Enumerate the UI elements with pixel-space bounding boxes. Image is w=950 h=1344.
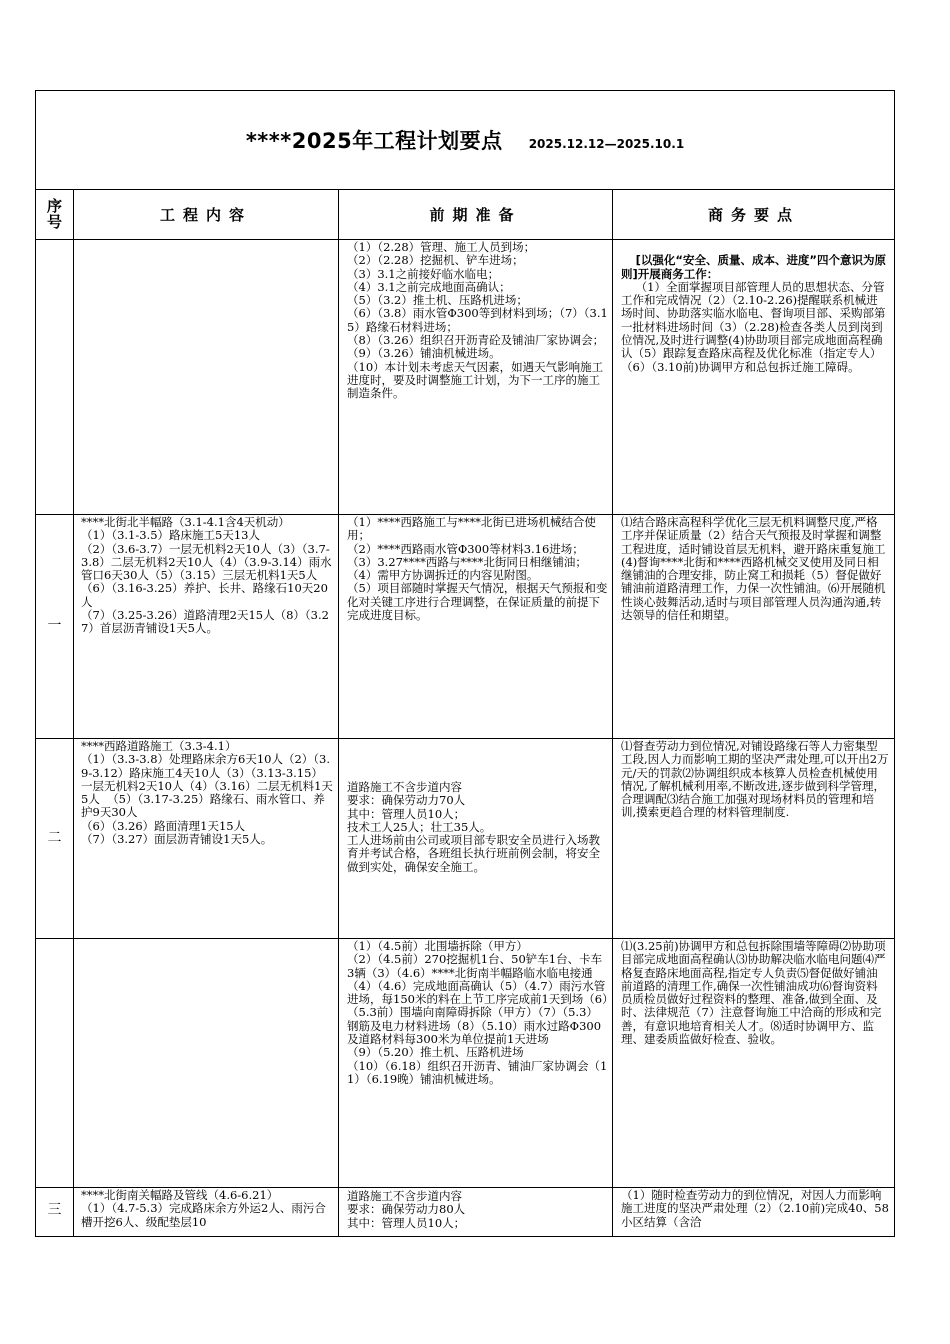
page-title: ****2025年工程计划要点 <box>245 129 503 153</box>
grid-line <box>36 738 894 739</box>
row-prep: 道路施工不含步道内容 要求：确保劳动力80人 其中：管理人员10人； <box>347 1190 466 1230</box>
row-business: ⑴(3.25前)协调甲方和总包拆除围墙等障碍⑵协助项目部完成地面高程确认⑶协助解决临水临电问题⑷严格复查路床地面高程,指定专人负责⑸督促做好铺油前道路的清理工作,确保一次性铺油成功⑹督询资料员质检员做好过程资料的整理、准备,做到全面、及时、法律规范（7）注意督询施工中洽商的形成和完善，有意识地培育相关人才。⑻适时协调甲方、监理、建委质监做好检查、验收。 <box>621 940 886 1047</box>
row-business: （1）随时检查劳动力的到位情况，对因人力而影响施工进度的坚决严肃处理（2）（2.10前)完成40、58小区结算（含洽 <box>621 1189 889 1229</box>
date-range: 2025.12.12—2025.10.1 <box>528 137 685 151</box>
grid-line <box>73 189 74 1236</box>
row-business: ⑴结合路床高程科学优化三层无机料调整尺度,严格工序并保证质量（2）结合天气预报及时掌握和调整工程进度，适时铺设首层无机料，避开路床重复施工(4)督询****北街和****西路机械交叉使用及同日相继铺油的合理安排，防止窝工和损耗（5）督促做好铺油前道路清理工作，力保一次性铺油。⑹开展随机性谈心鼓舞活动,适时与项目部管理人员沟通沟通,转达领导的信任和期望。 <box>621 516 886 623</box>
header-seq-char: 序 <box>46 197 62 215</box>
row-business <box>621 241 889 513</box>
row-prep: （1）（4.5前）北围墙拆除（甲方） （2）（4.5前）270挖掘机1台、50铲车1台、卡车3辆（3）（4.6）****北街南半幅路临水临电接通（4）（4.6）完成地面高确认（5）（4.7）雨污水管进场，每150米的料在上节工序完成前1天到场（6）（5.3前）围墙向南障碍拆除（甲方）（7）（5.3）钢筋及电力材料进场（8）（5.10）雨水过路Φ300及道路材料每300米为单位提前1天进场 （9）（5.20）推土机、压路机进场 （10）（6.18）组织召开沥青、铺油厂家协调会（11）（6.19晚）铺油机械进场。 <box>347 940 608 1086</box>
grid-line <box>338 189 339 1236</box>
row-prep: （1）（2.28）管理、施工人员到场； （2）（2.28）挖掘机、铲车进场； （3）3.1之前接好临水临电； （4）3.1之前完成地面高确认； （5）（3.2）推土机、压路机进场； （6）（3.8）雨水管Φ300等到材料到场；（7）（3.15）路缘石材料进场； （8）（3.26）组织召开沥青砼及铺油厂家协调会； （9）（3.26）铺油机械进场。 （10）本计划未考虑天气因素，如遇天气影响施工进度时，要及时调整施工计划，为下一工序的施工制造条件。 <box>347 241 608 401</box>
row-business: ⑴督查劳动力到位情况,对铺设路缘石等人力密集型工段,因人力而影响工期的坚决严肃处理,可以开出2万元/天的罚款⑵协调组织成本核算人员检查机械使用情况,了解机械利用率,不断改进,逐步做到科学管理，合理调配⑶结合施工加强对现场材料员的管理和培训,摸索更趋合理的材料管理制度. <box>621 740 889 820</box>
row-seq <box>36 938 73 1187</box>
grid-line <box>612 189 613 1236</box>
title-row <box>36 91 894 189</box>
header-seq-char: 号 <box>46 213 62 231</box>
grid-line <box>36 1187 894 1188</box>
plan-table <box>35 90 895 1237</box>
row-seq: 二 <box>47 830 62 846</box>
header-seq <box>36 190 73 238</box>
row-content <box>81 940 333 1185</box>
row-content: ****北街北半幅路（3.1-4.1含4天机动） （1）（3.1-3.5）路床施工5天13人 （2）（3.6-3.7）一层无机料2天10人（3）（3.7-3.8）二层无机料2天10人（4）（3.9-3.14）雨水管口6天30人（5）（3.15）三层无机料1天5人 （6）（3.16-3.25）养护、长井、路缘石10天20人 （7）（3.25-3.26）道路清理2天15人（8）（3.27）首层沥青铺设1天5人。 <box>81 516 332 636</box>
header-prep: 前期准备 <box>429 205 522 224</box>
row-content <box>81 243 333 511</box>
row-seq: 三 <box>47 1202 62 1218</box>
header-content: 工程内容 <box>159 205 252 224</box>
business-lead: [以强化“安全、质量、成本、进度”四个意识为原则]开展商务工作： <box>621 253 886 281</box>
row-seq <box>36 239 73 514</box>
grid-line <box>36 514 894 515</box>
row-prep: 道路施工不含步道内容 要求：确保劳动力70人 其中：管理人员10人； 技术工人25人；壮工35人。 工人进场前由公司或项目部专职安全员进行入场教育并考试合格，各班组长执行班前例会制，将安全做到实处，确保安全施工。 <box>347 781 600 874</box>
row-seq: 一 <box>47 618 62 634</box>
header-business: 商务要点 <box>707 205 800 224</box>
grid-line <box>36 239 894 240</box>
row-prep: （1）****西路施工与****北街已进场机械结合使用； （2）****西路雨水管Φ300等材料3.16进场； （3）3.27****西路与****北街同日相继铺油； （4）需甲方协调拆迁的内容见附图。 （5）项目部随时掌握天气情况，根据天气预报和变化对关键工序进行合理调整，在保证质量的前提下完成进度目标。 <box>347 516 608 623</box>
row-content: ****西路道路施工（3.3-4.1） （1）（3.3-3.8）处理路床余方6天10人（2）（3.9-3.12）路床施工4天10人（3）（3.13-3.15）一层无机料2天10人（4）（3.16）二层无机料1天5人 （5）（3.17-3.25）路缘石、雨水管口、养护9天30人 （6）（3.26）路面清理1天15人 （7）（3.27）面层沥青铺设1天5人。 <box>81 740 333 847</box>
row-content: ****北街南关幅路及管线（4.6-6.21） （1）（4.7-5.3）完成路床余方外运2人、雨污合槽开挖6人、级配垫层10 <box>81 1189 326 1229</box>
grid-line <box>36 938 894 939</box>
business-text: （1）全面掌握项目部管理人员的思想状态、分管工作和完成情况（2）（2.10-2.26)提醒联系机械进场时间、协助落实临水临电、督询项目部、采购部第一批材料进场时间（3）（2.28)检查各类人员到岗到位情况,及时进行调整(4)协助项目部完成地面高程确认（5）跟踪复查路床高程及优化标准（指定专人）（6）（3.10前)协调甲方和总包拆迁施工障碍。 <box>621 279 886 374</box>
